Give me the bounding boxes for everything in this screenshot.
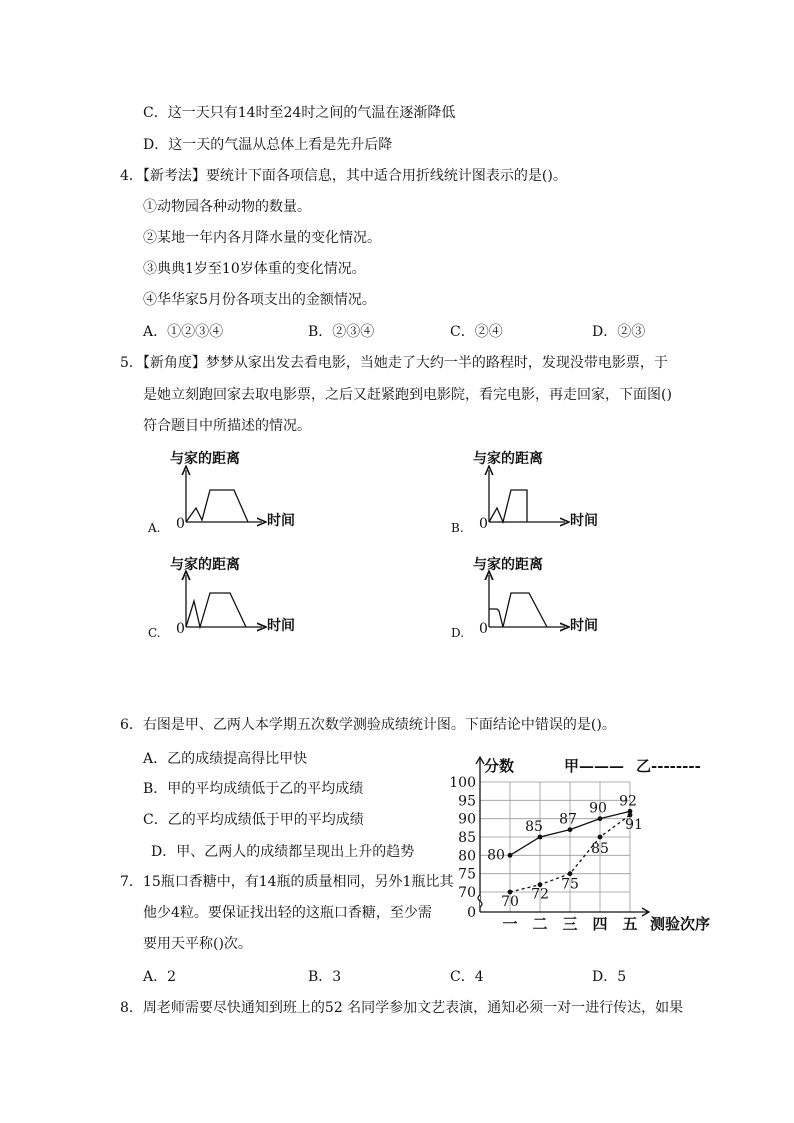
legend-yi: 乙--------	[636, 757, 701, 775]
graph-c-letter: C.	[148, 626, 161, 640]
graph-d-ylabel: 与家的距离	[473, 557, 543, 573]
x-tick-label: 二	[532, 915, 548, 933]
q4-item-1: ①动物园各种动物的数量。	[143, 199, 311, 215]
q3-option-c: C．这一天只有14时至24时之间的气温在逐渐降低	[143, 105, 456, 121]
graph-d-letter: D.	[451, 626, 465, 640]
data-label: 85	[525, 819, 543, 835]
y-tick-label: 85	[458, 830, 476, 846]
q7-option-a: A．2	[143, 969, 177, 985]
q4-option-b: B．②③④	[308, 324, 375, 340]
graph-d-plot	[489, 573, 569, 633]
graph-a-ylabel: 与家的距离	[170, 451, 240, 467]
graph-a-letter: A.	[148, 521, 161, 535]
graph-c-plot	[186, 573, 266, 633]
x-tick-label: 三	[562, 915, 578, 933]
q5-stem-line-1: 5．【新角度】梦梦从家出发去看电影，当她走了大约一半的路程时，发现没带电影票，于	[120, 355, 668, 371]
graph-b-plot	[489, 468, 569, 528]
graph-b-xlabel: 时间	[570, 513, 598, 529]
q6-option-c: C．乙的平均成绩低于甲的平均成绩	[143, 812, 364, 828]
data-point	[598, 835, 603, 840]
data-point	[568, 871, 573, 876]
data-label: 75	[561, 876, 579, 893]
q4-item-4: ④华华家5月份各项支出的金额情况。	[143, 292, 376, 308]
data-point	[538, 835, 543, 840]
q6-stem: 6．右图是甲、乙两人本学期五次数学测验成绩统计图。下面结论中错误的是()。	[120, 717, 616, 733]
x-axis-label: 测验次序	[650, 915, 711, 933]
data-point	[598, 816, 603, 821]
graph-a-plot	[186, 468, 266, 528]
y-tick-label: 100	[449, 775, 476, 791]
q4-item-2: ②某地一年内各月降水量的变化情况。	[143, 230, 381, 246]
x-tick-label: 四	[592, 915, 608, 933]
graph-a-xlabel: 时间	[267, 513, 295, 529]
data-label: 91	[625, 817, 643, 833]
graph-a-origin: 0	[176, 516, 185, 532]
data-label: 87	[559, 811, 577, 828]
q7-option-d: D．5	[592, 969, 627, 985]
graph-b-origin: 0	[479, 516, 488, 532]
graph-d-origin: 0	[479, 621, 488, 637]
data-label: 85	[591, 841, 609, 857]
data-label: 90	[589, 800, 607, 817]
y-tick-label: 75	[458, 866, 476, 883]
q4-item-3: ③典典1岁至10岁体重的变化情况。	[143, 261, 366, 277]
graph-b-ylabel: 与家的距离	[473, 451, 543, 467]
x-tick-label: 一	[502, 915, 518, 933]
q7-option-b: B．3	[308, 969, 342, 985]
q7-stem-line-3: 要用天平称()次。	[143, 936, 252, 952]
q5-stem-line-3: 符合题目中所描述的情况。	[143, 418, 311, 434]
q5-stem-line-2: 是她立刻跑回家去取电影票，之后又赶紧跑到电影院，看完电影，再走回家，下面图()	[143, 387, 672, 403]
axis-break	[478, 895, 482, 907]
y-tick-label: 90	[458, 811, 476, 828]
x-tick-label: 五	[622, 915, 638, 933]
y-tick-label: 0	[467, 905, 476, 921]
y-tick-label: 95	[458, 793, 476, 810]
q7-stem-line-1: 7．15瓶口香糖中，有14瓶的质量相同，另外1瓶比其	[120, 874, 454, 890]
q4-option-c: C．②④	[450, 324, 503, 340]
data-point	[508, 853, 513, 858]
y-axis-label: 分数	[484, 757, 515, 775]
data-label: 92	[619, 793, 637, 810]
q6-option-a: A．乙的成绩提高得比甲快	[143, 751, 308, 767]
q7-stem-line-2: 他少4粒。要保证找出轻的这瓶口香糖，至少需	[143, 905, 432, 921]
q4-stem: 4．【新考法】要统计下面各项信息，其中适合用折线统计图表示的是()。	[120, 168, 567, 184]
y-tick-label: 80	[458, 848, 476, 865]
graph-d-xlabel: 时间	[570, 618, 598, 634]
graph-c-origin: 0	[176, 621, 185, 637]
legend-jia: 甲———	[564, 757, 625, 775]
data-label: 72	[531, 886, 549, 903]
y-tick-label: 70	[458, 885, 476, 901]
q4-option-d: D．②③	[592, 324, 646, 340]
q7-option-c: C．4	[450, 969, 484, 985]
q8-stem: 8．周老师需要尽快通知到班上的52 名同学参加文艺表演，通知必须一对一进行传达，如果	[120, 1000, 684, 1016]
q3-option-d: D．这一天的气温从总体上看是先升后降	[143, 137, 393, 153]
graph-c-ylabel: 与家的距离	[170, 557, 240, 573]
q4-option-a: A．①②③④	[143, 324, 224, 340]
q6-option-b: B．甲的平均成绩低于乙的平均成绩	[143, 781, 364, 797]
data-point	[568, 827, 573, 832]
q6-option-d: D．甲、乙两人的成绩都呈现出上升的趋势	[151, 844, 415, 860]
graph-c-xlabel: 时间	[267, 618, 295, 634]
data-label: 70	[501, 894, 519, 910]
graph-b-letter: B.	[451, 521, 464, 535]
data-label: 80	[487, 847, 505, 864]
score-line-chart	[440, 752, 725, 932]
